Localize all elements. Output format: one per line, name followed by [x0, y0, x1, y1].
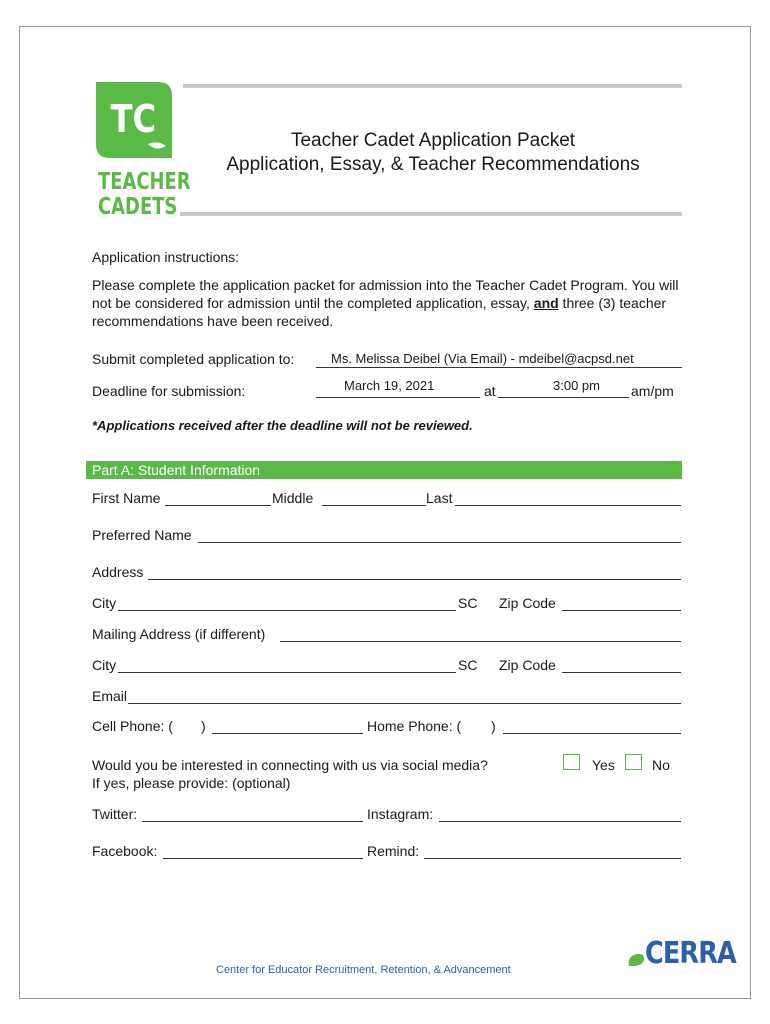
- cerra-logo: [627, 936, 739, 972]
- home-phone-label: Home Phone: (: [367, 718, 462, 734]
- instructions-text-1: Please complete the application packet for admission into the Teacher Cadet Program. You will not be considered for admission until the completed application, essay,: [92, 277, 679, 311]
- facebook-label: Facebook:: [92, 843, 158, 859]
- middle-name-field[interactable]: [322, 505, 426, 506]
- mailing-zip-label: Zip Code: [499, 657, 556, 673]
- social-yes-label: Yes: [592, 757, 615, 773]
- instagram-field[interactable]: [439, 821, 681, 822]
- deadline-label: Deadline for submission:: [92, 383, 246, 399]
- instructions-text-2: three (3) teacher recommendations have been received.: [92, 295, 667, 329]
- deadline-time-line: [498, 397, 629, 398]
- deadline-time-field[interactable]: 3:00 pm: [553, 378, 600, 393]
- cell-phone-label: Cell Phone: (: [92, 718, 173, 734]
- mailing-state-label: SC: [458, 657, 478, 673]
- email-label: Email: [92, 688, 128, 704]
- deadline-warning: *Applications received after the deadline will not be reviewed.: [92, 418, 473, 433]
- last-name-field[interactable]: [455, 505, 681, 506]
- social-yes-checkbox[interactable]: [563, 754, 580, 770]
- social-no-checkbox[interactable]: [625, 754, 642, 770]
- document-subtitle: Application, Essay, & Teacher Recommendations: [226, 154, 640, 175]
- mailing-city-label: City: [92, 657, 117, 673]
- submit-field-line: [316, 367, 682, 368]
- cell-phone-paren: ): [201, 718, 206, 734]
- address-label: Address: [92, 564, 144, 580]
- facebook-field[interactable]: [163, 858, 363, 859]
- mailing-zip-field[interactable]: [562, 672, 681, 673]
- header-rule-top: [183, 84, 682, 88]
- home-phone-paren: ): [491, 718, 496, 734]
- teacher-cadets-logo: [96, 82, 191, 222]
- zip-field[interactable]: [562, 610, 681, 611]
- section-a-title: Part A: Student Information: [92, 462, 261, 478]
- address-field[interactable]: [148, 579, 681, 580]
- state-label: SC: [458, 595, 478, 611]
- instructions-paragraph: [92, 276, 692, 330]
- document-title: Teacher Cadet Application Packet: [290, 130, 576, 151]
- mailing-address-field[interactable]: [280, 641, 681, 642]
- section-a-header: [86, 461, 682, 479]
- cerra-logo-text: CERRA: [645, 936, 736, 971]
- submit-label: Submit completed application to:: [92, 351, 295, 367]
- instructions-text-bold: and: [533, 295, 559, 311]
- mailing-address-label: Mailing Address (if different): [92, 626, 266, 642]
- at-label: at: [484, 383, 496, 399]
- submit-field[interactable]: Ms. Melissa Deibel (Via Email) - mdeibel@acpsd.net: [331, 351, 634, 366]
- deadline-date-field[interactable]: March 19, 2021: [344, 378, 435, 393]
- middle-name-label: Middle: [272, 490, 314, 506]
- first-name-label: First Name: [92, 490, 161, 506]
- ampm-label: am/pm: [631, 383, 674, 399]
- home-phone-field[interactable]: [503, 733, 681, 734]
- social-optional-note: If yes, please provide: (optional): [92, 775, 291, 791]
- preferred-name-field[interactable]: [198, 542, 681, 543]
- cell-phone-field[interactable]: [212, 733, 363, 734]
- instagram-label: Instagram:: [367, 806, 434, 822]
- footer-org-name: Center for Educator Recruitment, Retention, & Advancement: [216, 964, 511, 976]
- preferred-name-label: Preferred Name: [92, 527, 192, 543]
- header-rule-bottom: [180, 212, 682, 216]
- remind-label: Remind:: [367, 843, 420, 859]
- tc-mark-text: TC: [110, 97, 157, 142]
- twitter-label: Twitter:: [92, 806, 138, 822]
- instructions-heading: Application instructions:: [92, 249, 240, 265]
- deadline-date-line: [316, 397, 480, 398]
- tc-logo-mark: [96, 82, 172, 158]
- twitter-field[interactable]: [142, 821, 363, 822]
- last-name-label: Last: [426, 490, 453, 506]
- city-field[interactable]: [118, 610, 456, 611]
- social-no-label: No: [652, 757, 670, 773]
- logo-word-teacher: TEACHER: [98, 169, 191, 195]
- logo-word-cadets: CADETS: [98, 194, 178, 220]
- city-label: City: [92, 595, 117, 611]
- first-name-field[interactable]: [165, 505, 271, 506]
- zip-label: Zip Code: [499, 595, 556, 611]
- cerra-leaf-icon: [627, 952, 645, 968]
- mailing-city-field[interactable]: [118, 672, 456, 673]
- remind-field[interactable]: [424, 858, 681, 859]
- email-field[interactable]: [128, 703, 681, 704]
- social-media-question: Would you be interested in connecting with us via social media?: [92, 757, 488, 773]
